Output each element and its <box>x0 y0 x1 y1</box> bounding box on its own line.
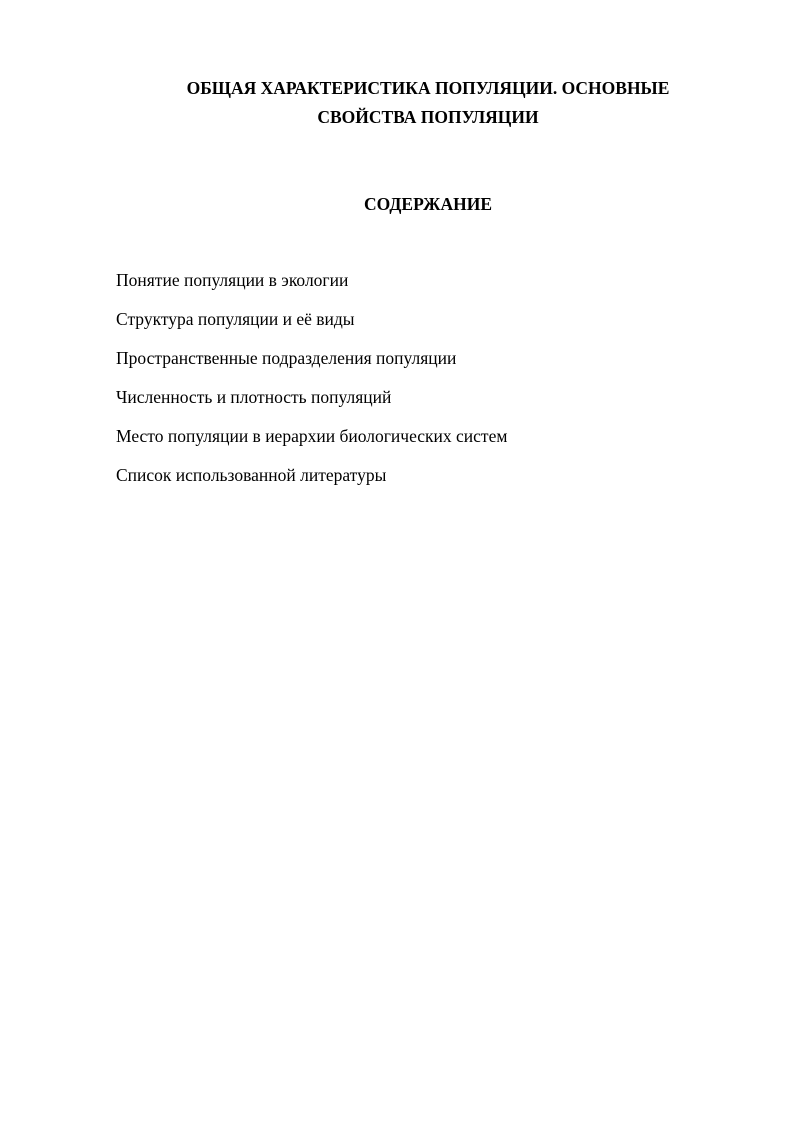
document-title-line-1: ОБЩАЯ ХАРАКТЕРИСТИКА ПОПУЛЯЦИИ. ОСНОВНЫЕ <box>186 78 670 98</box>
toc-item: Список использованной литературы <box>116 465 387 485</box>
toc-item: Понятие популяции в экологии <box>116 270 349 290</box>
document-title-line-2: СВОЙСТВА ПОПУЛЯЦИИ <box>317 107 539 127</box>
table-of-contents <box>116 268 507 502</box>
toc-heading: СОДЕРЖАНИЕ <box>363 194 492 214</box>
toc-item: Место популяции в иерархии биологических систем <box>116 426 508 446</box>
toc-item: Пространственные подразделения популяции <box>116 348 457 368</box>
document-title <box>116 74 740 132</box>
toc-item: Численность и плотность популяций <box>116 387 392 407</box>
toc-item: Структура популяции и её виды <box>116 309 355 329</box>
